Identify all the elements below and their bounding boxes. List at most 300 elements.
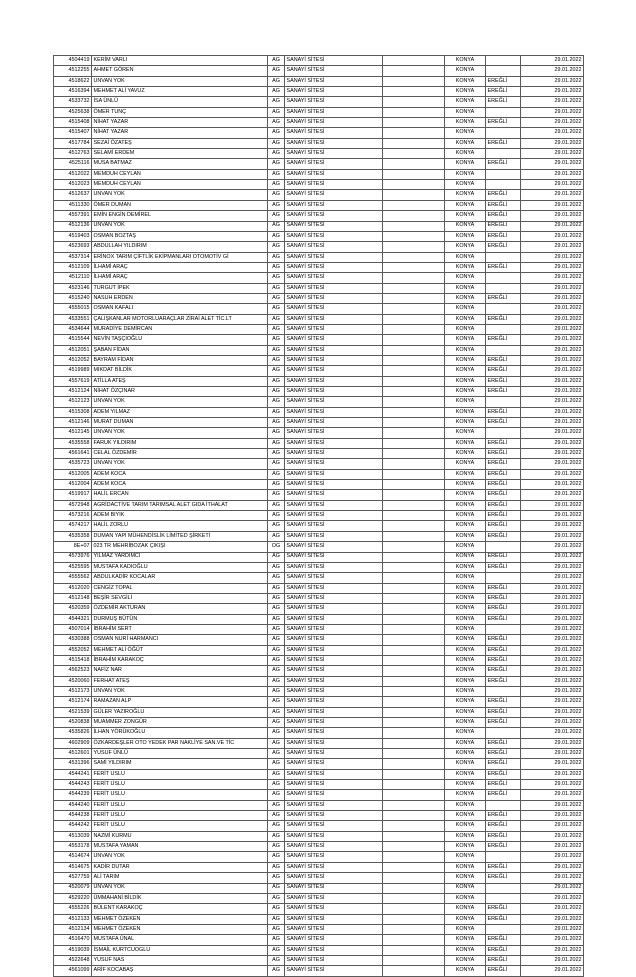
cell-city[interactable]: KONYA [445,107,486,117]
cell-date[interactable]: 29.01.2022 [521,873,584,883]
cell-voltage-type[interactable]: AG [268,800,285,810]
cell-voltage-type[interactable]: AG [268,449,285,459]
cell-city[interactable]: KONYA [445,842,486,852]
cell-blank[interactable] [383,273,445,283]
cell-city[interactable]: KONYA [445,593,486,603]
cell-id[interactable]: 4512146 [54,418,92,428]
cell-date[interactable]: 29.01.2022 [521,211,584,221]
cell-name[interactable]: UNVAN YOK [92,428,268,438]
table-row[interactable] [54,821,584,831]
cell-facility[interactable]: SANAYİ SİTESİ [285,542,383,552]
cell-name[interactable]: TURGUT İPEK [92,283,268,293]
cell-facility[interactable]: SANAYİ SİTESİ [285,531,383,541]
cell-district[interactable] [486,924,521,934]
cell-date[interactable]: 29.01.2022 [521,562,584,572]
cell-facility[interactable]: SANAYİ SİTESİ [285,180,383,190]
cell-name[interactable]: NİHAT YAZAR [92,128,268,138]
table-row[interactable] [54,428,584,438]
cell-facility[interactable]: SANAYİ SİTESİ [285,811,383,821]
cell-city[interactable]: KONYA [445,469,486,479]
table-row[interactable] [54,366,584,376]
cell-name[interactable]: UNVAN YOK [92,883,268,893]
cell-city[interactable]: KONYA [445,335,486,345]
cell-district[interactable]: EREĞLİ [486,769,521,779]
cell-facility[interactable]: SANAYİ SİTESİ [285,655,383,665]
table-row[interactable] [54,511,584,521]
cell-id[interactable]: 4574217 [54,521,92,531]
cell-voltage-type[interactable]: AG [268,262,285,272]
cell-name[interactable]: UNVAN YOK [92,190,268,200]
cell-city[interactable]: KONYA [445,56,486,66]
cell-district[interactable]: EREĞLİ [486,811,521,821]
cell-id[interactable]: 4519917 [54,490,92,500]
cell-blank[interactable] [383,945,445,955]
cell-name[interactable]: NİHAT YAZAR [92,118,268,128]
cell-id[interactable]: 4512110 [54,273,92,283]
table-row[interactable] [54,87,584,97]
cell-name[interactable]: DUMAN YAPI MÜHENDİSLİK LİMİTED ŞİRKETİ [92,531,268,541]
cell-id[interactable]: 4515407 [54,128,92,138]
cell-facility[interactable]: SANAYİ SİTESİ [285,749,383,759]
cell-district[interactable]: EREĞLİ [486,552,521,562]
table-row[interactable] [54,314,584,324]
cell-district[interactable]: EREĞLİ [486,955,521,965]
cell-date[interactable]: 29.01.2022 [521,449,584,459]
cell-id[interactable]: 4511330 [54,200,92,210]
cell-voltage-type[interactable]: AG [268,418,285,428]
cell-name[interactable]: HALİL ZORLU [92,521,268,531]
cell-blank[interactable] [383,418,445,428]
cell-city[interactable]: KONYA [445,242,486,252]
cell-voltage-type[interactable]: AG [268,645,285,655]
table-row[interactable] [54,738,584,748]
cell-facility[interactable]: SANAYİ SİTESİ [285,107,383,117]
cell-blank[interactable] [383,138,445,148]
table-row[interactable] [54,449,584,459]
cell-id[interactable]: 4512022 [54,169,92,179]
cell-id[interactable]: 4535558 [54,438,92,448]
table-row[interactable] [54,76,584,86]
cell-facility[interactable]: SANAYİ SİTESİ [285,56,383,66]
cell-district[interactable] [486,324,521,334]
cell-district[interactable]: EREĞLİ [486,438,521,448]
cell-voltage-type[interactable]: AG [268,242,285,252]
cell-id[interactable]: 4512601 [54,749,92,759]
table-row[interactable] [54,883,584,893]
cell-voltage-type[interactable]: AG [268,759,285,769]
cell-city[interactable]: KONYA [445,811,486,821]
table-row[interactable] [54,914,584,924]
cell-date[interactable]: 29.01.2022 [521,955,584,965]
cell-id[interactable]: 4516394 [54,87,92,97]
cell-district[interactable]: EREĞLİ [486,511,521,521]
cell-voltage-type[interactable]: AG [268,273,285,283]
cell-voltage-type[interactable]: AG [268,552,285,562]
cell-name[interactable]: CENGİZ TOPAL [92,583,268,593]
cell-date[interactable]: 29.01.2022 [521,935,584,945]
cell-voltage-type[interactable]: AG [268,614,285,624]
cell-date[interactable]: 29.01.2022 [521,862,584,872]
cell-blank[interactable] [383,66,445,76]
cell-blank[interactable] [383,552,445,562]
cell-voltage-type[interactable]: AG [268,480,285,490]
cell-blank[interactable] [383,314,445,324]
cell-facility[interactable]: SANAYİ SİTESİ [285,211,383,221]
cell-district[interactable]: EREĞLİ [486,655,521,665]
cell-date[interactable]: 29.01.2022 [521,159,584,169]
cell-voltage-type[interactable]: AG [268,842,285,852]
table-row[interactable] [54,500,584,510]
cell-district[interactable]: EREĞLİ [486,873,521,883]
cell-date[interactable]: 29.01.2022 [521,169,584,179]
table-row[interactable] [54,552,584,562]
cell-voltage-type[interactable]: AG [268,780,285,790]
cell-facility[interactable]: SANAYİ SİTESİ [285,521,383,531]
cell-district[interactable]: EREĞLİ [486,966,521,976]
cell-blank[interactable] [383,469,445,479]
table-row[interactable] [54,862,584,872]
table-row[interactable] [54,924,584,934]
table-row[interactable] [54,293,584,303]
cell-facility[interactable]: SANAYİ SİTESİ [285,66,383,76]
cell-facility[interactable]: SANAYİ SİTESİ [285,252,383,262]
cell-district[interactable]: EREĞLİ [486,614,521,624]
cell-district[interactable]: EREĞLİ [486,935,521,945]
table-row[interactable] [54,324,584,334]
cell-voltage-type[interactable]: AG [268,697,285,707]
cell-name[interactable]: 023 TR MEHRİBOZAK ÇIKIŞI [92,542,268,552]
cell-district[interactable] [486,624,521,634]
cell-name[interactable]: ÜMMAHANİ BİLDİK [92,893,268,903]
cell-blank[interactable] [383,583,445,593]
cell-blank[interactable] [383,87,445,97]
cell-facility[interactable]: SANAYİ SİTESİ [285,624,383,634]
cell-date[interactable]: 29.01.2022 [521,842,584,852]
cell-district[interactable]: EREĞLİ [486,490,521,500]
table-row[interactable] [54,490,584,500]
cell-city[interactable]: KONYA [445,231,486,241]
table-row[interactable] [54,769,584,779]
cell-date[interactable]: 29.01.2022 [521,718,584,728]
cell-blank[interactable] [383,604,445,614]
cell-name[interactable]: ADEM KOCA [92,469,268,479]
cell-voltage-type[interactable]: AG [268,128,285,138]
cell-voltage-type[interactable]: AG [268,769,285,779]
cell-date[interactable]: 29.01.2022 [521,800,584,810]
cell-district[interactable] [486,800,521,810]
cell-voltage-type[interactable]: AG [268,138,285,148]
cell-district[interactable]: EREĞLİ [486,635,521,645]
cell-district[interactable]: EREĞLİ [486,366,521,376]
cell-district[interactable]: EREĞLİ [486,221,521,231]
cell-facility[interactable]: SANAYİ SİTESİ [285,511,383,521]
cell-id[interactable]: 4515408 [54,118,92,128]
table-row[interactable] [54,159,584,169]
table-row[interactable] [54,335,584,345]
cell-facility[interactable]: SANAYİ SİTESİ [285,552,383,562]
table-row[interactable] [54,262,584,272]
cell-voltage-type[interactable]: AG [268,966,285,976]
cell-id[interactable]: 4515240 [54,293,92,303]
table-row[interactable] [54,438,584,448]
cell-id[interactable]: 4520838 [54,718,92,728]
cell-voltage-type[interactable]: AG [268,190,285,200]
cell-date[interactable]: 29.01.2022 [521,387,584,397]
cell-name[interactable]: MEHMET ÖZEKEN [92,924,268,934]
cell-facility[interactable]: SANAYİ SİTESİ [285,304,383,314]
cell-district[interactable]: EREĞLİ [486,200,521,210]
cell-date[interactable]: 29.01.2022 [521,87,584,97]
cell-city[interactable]: KONYA [445,149,486,159]
table-row[interactable] [54,221,584,231]
cell-id[interactable]: 4512136 [54,221,92,231]
cell-name[interactable]: NAZMİ KURMU [92,831,268,841]
cell-blank[interactable] [383,345,445,355]
cell-district[interactable]: EREĞLİ [486,376,521,386]
table-row[interactable] [54,66,584,76]
cell-name[interactable]: ATİLLA ATEŞ [92,376,268,386]
cell-id[interactable]: 4512637 [54,190,92,200]
cell-blank[interactable] [383,252,445,262]
cell-name[interactable]: RAMAZAN ALP [92,697,268,707]
cell-name[interactable]: İLHAMİ ARAÇ [92,273,268,283]
cell-facility[interactable]: SANAYİ SİTESİ [285,407,383,417]
table-row[interactable] [54,118,584,128]
cell-city[interactable]: KONYA [445,97,486,107]
cell-name[interactable]: BEŞİR SEVGİLİ [92,593,268,603]
table-row[interactable] [54,345,584,355]
cell-facility[interactable]: SANAYİ SİTESİ [285,355,383,365]
cell-name[interactable]: FERHAT ATEŞ [92,676,268,686]
cell-blank[interactable] [383,573,445,583]
table-row[interactable] [54,624,584,634]
cell-date[interactable]: 29.01.2022 [521,283,584,293]
cell-blank[interactable] [383,914,445,924]
cell-voltage-type[interactable]: AG [268,107,285,117]
cell-facility[interactable]: SANAYİ SİTESİ [285,635,383,645]
cell-id[interactable]: 4512020 [54,583,92,593]
cell-district[interactable]: EREĞLİ [486,790,521,800]
cell-id[interactable]: 4562523 [54,666,92,676]
cell-facility[interactable]: SANAYİ SİTESİ [285,852,383,862]
cell-blank[interactable] [383,76,445,86]
cell-voltage-type[interactable]: AG [268,56,285,66]
cell-facility[interactable]: SANAYİ SİTESİ [285,418,383,428]
cell-city[interactable]: KONYA [445,262,486,272]
cell-district[interactable]: EREĞLİ [486,242,521,252]
table-row[interactable] [54,728,584,738]
cell-date[interactable]: 29.01.2022 [521,107,584,117]
cell-facility[interactable]: SANAYİ SİTESİ [285,676,383,686]
table-row[interactable] [54,852,584,862]
cell-district[interactable]: EREĞLİ [486,418,521,428]
cell-name[interactable]: DURMUŞ BÜTÜN [92,614,268,624]
cell-city[interactable]: KONYA [445,418,486,428]
cell-city[interactable]: KONYA [445,273,486,283]
cell-city[interactable]: KONYA [445,459,486,469]
cell-district[interactable]: EREĞLİ [486,355,521,365]
cell-facility[interactable]: SANAYİ SİTESİ [285,480,383,490]
cell-blank[interactable] [383,221,445,231]
cell-date[interactable]: 29.01.2022 [521,490,584,500]
cell-city[interactable]: KONYA [445,862,486,872]
table-row[interactable] [54,655,584,665]
cell-facility[interactable]: SANAYİ SİTESİ [285,583,383,593]
cell-blank[interactable] [383,738,445,748]
table-row[interactable] [54,56,584,66]
table-row[interactable] [54,893,584,903]
cell-voltage-type[interactable]: AG [268,811,285,821]
cell-date[interactable]: 29.01.2022 [521,118,584,128]
cell-voltage-type[interactable]: AG [268,914,285,924]
cell-id[interactable]: 4535826 [54,728,92,738]
cell-city[interactable]: KONYA [445,831,486,841]
table-row[interactable] [54,407,584,417]
cell-blank[interactable] [383,883,445,893]
cell-name[interactable]: MEHMET ALİ ÖĞÜT [92,645,268,655]
cell-blank[interactable] [383,614,445,624]
table-row[interactable] [54,831,584,841]
cell-id[interactable]: 4512051 [54,345,92,355]
table-row[interactable] [54,686,584,696]
cell-date[interactable]: 29.01.2022 [521,128,584,138]
cell-city[interactable]: KONYA [445,790,486,800]
cell-id[interactable]: 8E+07 [54,542,92,552]
table-row[interactable] [54,459,584,469]
cell-facility[interactable]: SANAYİ SİTESİ [285,873,383,883]
cell-city[interactable]: KONYA [445,707,486,717]
cell-name[interactable]: ADEM KOCA [92,480,268,490]
cell-blank[interactable] [383,449,445,459]
cell-city[interactable]: KONYA [445,614,486,624]
cell-blank[interactable] [383,355,445,365]
cell-name[interactable]: FARUK YILDIRIM [92,438,268,448]
table-row[interactable] [54,521,584,531]
cell-district[interactable]: EREĞLİ [486,749,521,759]
cell-name[interactable]: MEMDUH CEYLAN [92,180,268,190]
cell-blank[interactable] [383,955,445,965]
cell-voltage-type[interactable]: AG [268,149,285,159]
cell-city[interactable]: KONYA [445,200,486,210]
table-row[interactable] [54,531,584,541]
cell-id[interactable]: 4512052 [54,355,92,365]
cell-date[interactable]: 29.01.2022 [521,366,584,376]
cell-date[interactable]: 29.01.2022 [521,811,584,821]
cell-id[interactable]: 4531396 [54,759,92,769]
cell-name[interactable]: MEHMET ÖZEKEN [92,914,268,924]
cell-district[interactable]: EREĞLİ [486,562,521,572]
cell-city[interactable]: KONYA [445,449,486,459]
cell-id[interactable]: 4525116 [54,159,92,169]
cell-city[interactable]: KONYA [445,76,486,86]
cell-blank[interactable] [383,490,445,500]
cell-date[interactable]: 29.01.2022 [521,469,584,479]
cell-facility[interactable]: SANAYİ SİTESİ [285,800,383,810]
table-row[interactable] [54,945,584,955]
cell-id[interactable]: 4555015 [54,304,92,314]
cell-voltage-type[interactable]: AG [268,283,285,293]
cell-date[interactable]: 29.01.2022 [521,552,584,562]
cell-blank[interactable] [383,242,445,252]
cell-date[interactable]: 29.01.2022 [521,190,584,200]
cell-district[interactable]: EREĞLİ [486,76,521,86]
cell-district[interactable]: EREĞLİ [486,676,521,686]
table-row[interactable] [54,128,584,138]
cell-facility[interactable]: SANAYİ SİTESİ [285,283,383,293]
table-row[interactable] [54,780,584,790]
cell-city[interactable]: KONYA [445,749,486,759]
cell-district[interactable] [486,107,521,117]
cell-city[interactable]: KONYA [445,655,486,665]
cell-name[interactable]: İLHAN YÖRÜKOĞLU [92,728,268,738]
cell-city[interactable]: KONYA [445,666,486,676]
cell-facility[interactable]: SANAYİ SİTESİ [285,966,383,976]
cell-district[interactable] [486,573,521,583]
cell-name[interactable]: FERİT USLU [92,811,268,821]
cell-name[interactable]: ÖZDEMİR AKTURAN [92,604,268,614]
cell-facility[interactable]: SANAYİ SİTESİ [285,862,383,872]
cell-district[interactable]: EREĞLİ [486,842,521,852]
cell-facility[interactable]: SANAYİ SİTESİ [285,118,383,128]
cell-id[interactable]: 4544241 [54,769,92,779]
cell-blank[interactable] [383,842,445,852]
cell-date[interactable]: 29.01.2022 [521,852,584,862]
cell-id[interactable]: 4513039 [54,831,92,841]
table-row[interactable] [54,707,584,717]
table-row[interactable] [54,180,584,190]
cell-name[interactable]: NEVİN TAŞÇIOĞLU [92,335,268,345]
cell-city[interactable]: KONYA [445,935,486,945]
cell-city[interactable]: KONYA [445,366,486,376]
cell-id[interactable]: 4512173 [54,686,92,696]
cell-facility[interactable]: SANAYİ SİTESİ [285,500,383,510]
cell-facility[interactable]: SANAYİ SİTESİ [285,128,383,138]
cell-id[interactable]: 4519989 [54,366,92,376]
cell-name[interactable]: YILMAZ YARDIMCI [92,552,268,562]
cell-date[interactable]: 29.01.2022 [521,924,584,934]
cell-date[interactable]: 29.01.2022 [521,231,584,241]
cell-id[interactable]: 4518622 [54,76,92,86]
cell-blank[interactable] [383,324,445,334]
cell-name[interactable]: FERİT USLU [92,780,268,790]
cell-blank[interactable] [383,335,445,345]
cell-date[interactable]: 29.01.2022 [521,542,584,552]
cell-id[interactable]: 4512763 [54,149,92,159]
cell-name[interactable]: BÜLENT KARAKOÇ [92,904,268,914]
cell-date[interactable]: 29.01.2022 [521,314,584,324]
cell-city[interactable]: KONYA [445,852,486,862]
cell-voltage-type[interactable]: AG [268,790,285,800]
cell-voltage-type[interactable]: AG [268,955,285,965]
cell-facility[interactable]: SANAYİ SİTESİ [285,149,383,159]
cell-date[interactable]: 29.01.2022 [521,459,584,469]
cell-facility[interactable]: SANAYİ SİTESİ [285,904,383,914]
cell-name[interactable]: OSMAN KAFALI [92,304,268,314]
cell-blank[interactable] [383,718,445,728]
cell-name[interactable]: MEMDUH CEYLAN [92,169,268,179]
cell-name[interactable]: BAYRAM FİDAN [92,355,268,365]
cell-facility[interactable]: SANAYİ SİTESİ [285,273,383,283]
cell-date[interactable]: 29.01.2022 [521,438,584,448]
cell-date[interactable]: 29.01.2022 [521,531,584,541]
cell-date[interactable]: 29.01.2022 [521,76,584,86]
cell-date[interactable]: 29.01.2022 [521,893,584,903]
cell-name[interactable]: ABDULLAH YILDIRIM [92,242,268,252]
cell-city[interactable]: KONYA [445,128,486,138]
cell-voltage-type[interactable]: AG [268,924,285,934]
cell-voltage-type[interactable]: AG [268,831,285,841]
cell-blank[interactable] [383,211,445,221]
